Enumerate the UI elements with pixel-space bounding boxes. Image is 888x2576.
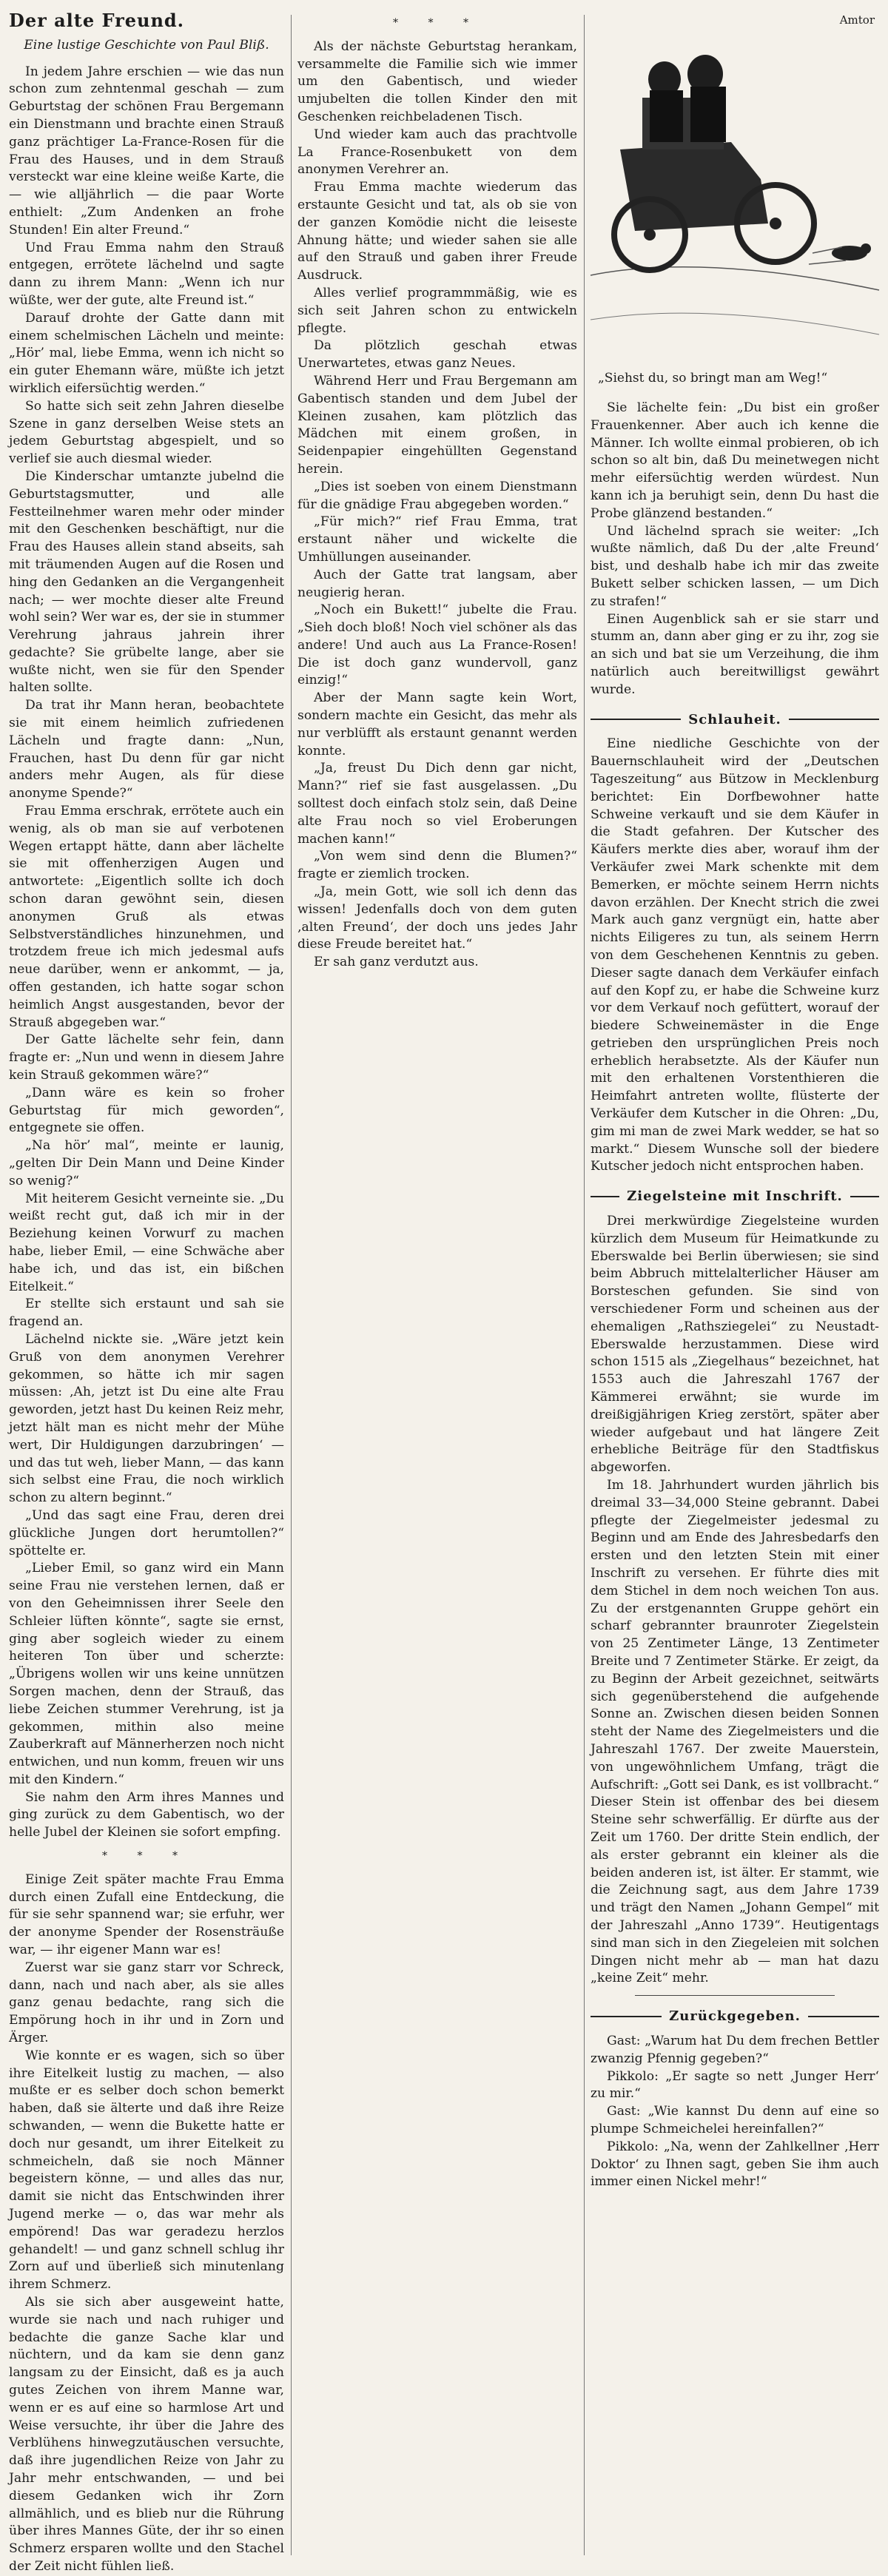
article-paragraph: Im 18. Jahrhundert wurden jährlich bis dreimal 33—34,000 Steine gebrannt. Dabei pflegte der Ziegelmeister jedesmal zu Beginn und am Ende des Jahresbedarfs den ersten und den letzten Stein mit einer Inschrift zu versehen. Er führte dies mit dem Stichel in dem noch weichen Ton aus. Zu der erstgenannten Gruppe gehört ein scharf gebrannter braunroter Ziegelstein von 25 Zentimeter Länge, 13 Zentimeter Breite und 7 Zentimeter Stärke. Er zeigt, da zu Beginn der Arbeit gezeichnet, seitwärts sich gegenüberstehend die aufgehende Sonne an. Zwischen diesen beiden Sonnen steht der Name des Ziegelmeisters und die Jahreszahl 1767. Der zweite Mauerstein, von ungewöhnlichem Umfang, trägt die Aufschrift: „Gott sei Dank, es ist vollbracht.“ Dieser Stein ist offenbar des bei diesem Steine sehr schwerfällig. Er dürfte aus der Zeit um 1760. Der dritte Stein endlich, der als erster gebrannt ein kleiner als die beiden anderen ist, ist älter. Er stammt, wie die Zeichnung sagt, aus dem Jahre 1739 und trägt den Namen „Johann Gempel“ mit der Jahreszahl „Anno 1739“. Heutigentags sind man sich in den Ziegeleien mit solchen Dingen nicht mehr ab — man hat dazu „keine Zeit“ mehr. [591, 1478, 879, 1986]
section-title: Zurückgegeben. [669, 2008, 801, 2025]
story-paragraph: Wie konnte er es wagen, sich so über ihre Eitelkeit lustig zu machen, — also mußte er es selber doch schon bemerkt haben, daß sie älterte und daß ihre Reize schwanden, — wenn die Bukette hatte er doch nur gesandt, um ihrer Eitelkeit zu schmeicheln, daß sie noch Männer begeistern könne, — und alles das nur, damit sie nicht das Entschwinden ihrer Jugend merke — o, das war mehr als empörend! Das war geradezu herzlos gehandelt! — und ganz schnell schlug ihr Zorn auf und überließ sich minutenlang ihrem Schmerz. [9, 2048, 284, 2293]
story-paragraph: „Und das sagt eine Frau, deren drei glückliche Jungen dort herumtollen?“ spöttelte er. [9, 1507, 284, 1558]
article-paragraph: Eine niedliche Geschichte von der Bauernschlauheit wird der „Deutschen Tageszeitung“ aus Bützow in Mecklenburg berichtet: Ein Dorfbewohner hatte Schweine verkauft und sie dem Käufer in die Stadt gefahren. Der Kutscher des Käufers merkte dies aber, worauf ihm der Verkäufer zwei Mark schenkte mit dem Bemerken, er möchte seinem Herrn nichts davon erzählen. Der Knecht strich die zwei Mark auch ganz vergnügt ein, hatte aber nichts Eiligeres zu tun, als seinem Herrn von dem Geschehenen Kenntnis zu geben. Dieser sagte danach dem Verkäufer einfach auf den Kopf zu, er habe die Schweine kurz vor dem Verkauf noch gefüttert, worauf der biedere Schweinemäster in die Enge getrieben den ursprünglichen Preis noch erheblich herabsetzte. Als der Käufer nun mit den erhaltenen Vorstenthieren die Heimfahrt antreten wollte, flüsterte der Verkäufer dem Kutscher in die Ohren: „Du, gim mi man de zwei Mark wedder, se hat so markt.“ Diesem Wunsche soll der biedere Kutscher jedoch nicht entsprochen haben. [591, 736, 879, 1174]
story-byline: Eine lustige Geschichte von Paul Bliß. [24, 37, 269, 53]
story-paragraph: Lächelnd nickte sie. „Wäre jetzt kein Gruß von dem anonymen Verehrer gekommen, so hätte ich mir sagen müssen: ‚Ah, jetzt ist Du eine alte Frau geworden, jetzt hast Du keinen Reiz mehr, jetzt hält man es nicht mehr der Mühe wert, Dir Huldigungen darzubringen‘ — und das tut weh, lieber Mann, — das kann sich selbst eine Frau, die noch wirklich schon zu altern beginnt.“ [9, 1331, 284, 1506]
story-title: Der alte Freund. [9, 10, 185, 31]
news-column-3 [591, 9, 879, 2561]
section-header-zurueckgegeben [591, 2008, 879, 2025]
cartoon-caption: „Siehst du, so bringt man am Weg!“ [598, 371, 828, 386]
story-paragraph: „Ja, freust Du Dich denn gar nicht, Mann?“ rief sie fast ausgelassen. „Du solltest doch einfach stolz sein, daß Deine alte Frau noch so viel Eroberungen machen kann!“ [297, 761, 577, 847]
dialog-line: Pikkolo: „Er sagte so nett ‚Junger Herr‘ zu mir.“ [591, 2068, 879, 2102]
story-paragraph: Da trat ihr Mann heran, beobachtete sie mit einem heimlich zufriedenen Lächeln und fragte dann: „Nun, Frauchen, hast Du denn für gar nicht anders mehr Augen, als für diese anonyme Spende?“ [9, 698, 284, 801]
story-paragraph: „Dies ist soeben von einem Dienstmann für die gnädige Frau abgegeben worden.“ [297, 479, 577, 512]
story-paragraph: „Noch ein Bukett!“ jubelte die Frau. „Sieh doch bloß! Noch viel schöner als das andere! Und auch aus La France-Rosen! Die ist doch ganz wundervoll, ganz einzig!“ [297, 602, 577, 688]
story-paragraph: Als der nächste Geburtstag herankam, versammelte die Familie sich wie immer um den Gabentisch, und wieder umjubelten die tollen Kinder den mit Geschenken reichbeladenen Tisch. [297, 38, 577, 124]
story-paragraph: So hatte sich seit zehn Jahren dieselbe Szene in ganz derselben Weise stets an jedem Geburtstag abgespielt, und so verlief sie auch diesmal wieder. [9, 398, 284, 467]
section-header-schlauheit [591, 711, 879, 729]
column-divider [291, 15, 292, 2555]
story-paragraph: Darauf drohte der Gatte dann mit einem schelmischen Lächeln und meinte: „Hör’ mal, liebe Emma, wenn ich nicht so ein guter Ehemann wäre, müßte ich jetzt wirklich eifersüchtig werden.“ [9, 310, 284, 396]
story-paragraph: „Na hör’ mal“, meinte er launig, „gelten Dir Dein Mann und Deine Kinder so wenig?“ [9, 1138, 284, 1188]
story-paragraph: Frau Emma erschrak, errötete auch ein wenig, als ob man sie auf verbotenen Wegen ertappt hätte, dann aber lächelte sie mit offenherzigen Augen und antwortete: „Eigentlich sollte ich doch schon daran gewöhnt sein, diesen anonymen Gruß als etwas Selbstverständliches hinzunehmen, und trotzdem freue ich mich jedesmal aufs neue darüber, wenn er ankommt, — ja, offen gestanden, ich hatte sogar schon heimlich Angst ausgestanden, bevor der Strauß abgegeben war.“ [9, 804, 284, 1030]
story-conclusion: Sie lächelte fein: „Du bist ein großer Frauenkenner. Aber auch ich kenne die Männer. Ich wollte einmal probieren, ob ich schon so alt bin, daß Du meinetwegen nicht mehr eifersüchtig werden würdest. Nun kann ich ja beruhigt sein, denn Du hast die Probe glänzend bestanden.“ [591, 400, 879, 521]
story-paragraph: „Für mich?“ rief Frau Emma, trat erstaunt näher und wickelte die Umhüllungen auseinander. [297, 514, 577, 565]
story-column-1 [9, 9, 284, 2574]
section-title: Schlauheit. [688, 711, 781, 727]
story-paragraph: „Lieber Emil, so ganz wird ein Mann seine Frau nie verstehen lernen, daß er von den Geheimnissen ihrer Seele den Schleier lüften könnte“, sagte sie ernst, ging aber sogleich wieder zu einem heiteren Ton über und scherzte: „Übrigens wollen wir uns keine unnützen Sorgen machen, denn der Strauß, das liebe Zeichen stummer Verehrung, ist ja gekommen, mithin also meine Zauberkraft auf Männerherzen noch nicht entwichen, und nun komm, freuen wir uns mit den Kindern.“ [9, 1561, 284, 1787]
cartoon-credit: Amtor [839, 13, 875, 27]
story-paragraph: In jedem Jahre erschien — wie das nun schon zum zehntenmal geschah — zum Geburtstag der schönen Frau Bergemann ein Dienstmann und brachte einen Strauß ganz prächtiger La-France-Rosen für die Frau des Hauses, und in dem Strauß versteckt war eine kleine weiße Karte, die — wie alljährlich — die paar Worte enthielt: „Zum Andenken an frohe Stunden! Ein alter Freund.“ [9, 64, 284, 238]
story-conclusion: Einen Augenblick sah er sie starr und stumm an, dann aber ging er zu ihr, zog sie an sich und bat sie um Verzeihung, die ihm natürlich auch bereitwilligst gewährt wurde. [591, 611, 879, 697]
story-paragraph: Er sah ganz verdutzt aus. [314, 955, 479, 970]
story-paragraph: Frau Emma machte wiederum das erstaunte Gesicht und tat, als ob sie von der ganzen Komödie nicht die leiseste Ahnung hätte; und wieder sahen sie alle auf den Strauß und gaben ihrer Freude Ausdruck. [297, 180, 577, 283]
story-column-2 [297, 9, 577, 2561]
cartoon-illustration [591, 9, 879, 394]
story-paragraph: Der Gatte lächelte sehr fein, dann fragte er: „Nun und wenn in diesem Jahre kein Strauß gekommen wäre?“ [9, 1032, 284, 1083]
story-paragraph: Zuerst war sie ganz starr vor Schreck, dann, nach und nach aber, als sie alles ganz genau bedachte, rang sich die Empörung hoch in ihr und in Zorn und Ärger. [9, 1960, 284, 2046]
section-header-ziegelsteine [591, 1188, 879, 1205]
story-paragraph: „Von wem sind denn die Blumen?“ fragte er ziemlich trocken. [297, 849, 577, 882]
story-paragraph: Da plötzlich geschah etwas Unerwartetes, etwas ganz Neues. [297, 338, 577, 371]
section-separator: * * * [102, 1850, 191, 1863]
dialog-line: Pikkolo: „Na, wenn der Zahlkellner ‚Herr Doktor‘ zu Ihnen sagt, geben Sie ihm auch immer einen Nickel mehr!“ [591, 2139, 879, 2190]
story-paragraph: Sie nahm den Arm ihres Mannes und ging zurück zu dem Gabentisch, wo der helle Jubel der Kleinen sie sofort empfing. [9, 1789, 284, 1840]
story-paragraph: Während Herr und Frau Bergemann am Gabentisch standen und dem Jubel der Kleinen zusahen, kam plötzlich das Mädchen mit einem großen, in Seidenpapier eingehüllten Gegenstand herein. [297, 373, 577, 477]
story-paragraph: Aber der Mann sagte kein Wort, sondern machte ein Gesicht, das mehr als nur verblüfft als erstaunt genannt werden konnte. [297, 690, 577, 759]
story-paragraph: Einige Zeit später machte Frau Emma durch einen Zufall eine Entdeckung, die für sie sehr spannend war; sie erfuhr, wer der anonyme Spender der Rosensträuße war, — ihr eigener Mann war es! [9, 1872, 284, 1958]
story-paragraph: „Ja, mein Gott, wie soll ich denn das wissen! Jedenfalls doch von dem guten ‚alten Freund‘, der doch uns jedes Jahr diese Freude bereitet hat.“ [297, 884, 577, 952]
story-paragraph: „Dann wäre es kein so froher Geburtstag für mich geworden“, entgegnete sie offen. [9, 1085, 284, 1136]
story-paragraph: Und wieder kam auch das prachtvolle La France-Rosenbukett von dem anonymen Verehrer an. [297, 127, 577, 178]
story-paragraph: Mit heiterem Gesicht verneinte sie. „Du weißt recht gut, daß ich mir in der Beziehung keinen Vorwurf zu machen habe, lieber Emil, — eine Schwäche aber habe ich, und das ist, ein bißchen Eitelkeit.“ [9, 1191, 284, 1294]
section-separator: * * * [393, 17, 482, 29]
car-illustration [591, 9, 879, 394]
story-conclusion: Und lächelnd sprach sie weiter: „Ich wußte nämlich, daß Du der ‚alte Freund‘ bist, und deshalb habe ich mir das zweite Bukett selber schicken lassen, — um Dich zu strafen!“ [591, 523, 879, 609]
divider [635, 1995, 835, 1996]
story-paragraph: Er stellte sich erstaunt und sah sie fragend an. [9, 1297, 284, 1330]
section-title: Ziegelsteine mit Inschrift. [627, 1188, 843, 1205]
dialog-line: Gast: „Wie kannst Du denn auf eine so plumpe Schmeichelei hereinfallen?“ [591, 2104, 879, 2136]
story-paragraph: Als sie sich aber ausgeweint hatte, wurde sie nach und nach ruhiger und bedachte die ganze Sache klar und nüchtern, und da kam sie denn ganz langsam zu der Einsicht, daß es ja auch gutes Zeichen von ihrem Manne war, wenn er es auf eine so harmlose Art und Weise versuchte, ihr über die Jahre des Verblühens hinwegzutäuschen versuchte, daß ihre jugendlichen Reize von Jahr zu Jahr mehr entschwanden, — und bei diesem Gedanken wich ihr Zorn allmählich, und es blieb nur die Rührung über ihres Mannes Güte, der ihr so einen Schmerz ersparen wollte und den Stachel der Zeit nicht fühlen ließ. [9, 2295, 284, 2574]
story-paragraph: Auch der Gatte trat langsam, aber neugierig heran. [297, 567, 577, 600]
article-paragraph: Drei merkwürdige Ziegelsteine wurden kürzlich dem Museum für Heimatkunde zu Eberswalde bei Berlin überwiesen; sie sind beim Abbruch mittelalterlicher Häuser am Borsteschen gefunden. Sie sind von verschiedener Form und scheinen aus der ehemaligen „Rathsziegelei“ zu Neustadt-Eberswalde herzustammen. Diese wird schon 1515 als „Ziegelhaus“ bezeichnet, hat 1553 auch die Jahreszahl 1767 der Kämmerei erwähnt; sie wurde im dreißigjährigen Krieg zerstört, später aber wieder aufgebaut und hat längere Zeit erhebliche Beiträge für den Stadtfiskus abgeworfen. [591, 1214, 879, 1476]
dialog-line: Gast: „Warum hat Du dem frechen Bettler zwanzig Pfennig gegeben?“ [591, 2033, 879, 2066]
story-paragraph: Alles verlief programmmäßig, wie es sich seit Jahren schon zu entwickeln pflegte. [297, 285, 577, 336]
column-divider [584, 15, 585, 2555]
story-paragraph: Die Kinderschar umtanzte jubelnd die Geburtstagsmutter, und alle Festteilnehmer waren mehr oder minder mit den Geschenken beschäftigt, nur die Frau des Hauses allein stand abseits, sah mit träumenden Augen auf die Rosen und hing den Gedanken an die Vergangenheit nach; — wer mochte dieser alte Freund wohl sein? Wer war es, der sie in stummer Verehrung jahraus jahrein ihrer gedachte? Sie grübelte lange, aber sie wußte nicht, wen sie für den Spender halten sollte. [9, 468, 284, 696]
story-paragraph: Und Frau Emma nahm den Strauß entgegen, errötete lächelnd und sagte dann zu ihrem Mann: „Wenn ich nur wüßte, wer der gute, alte Freund ist.“ [9, 240, 284, 308]
